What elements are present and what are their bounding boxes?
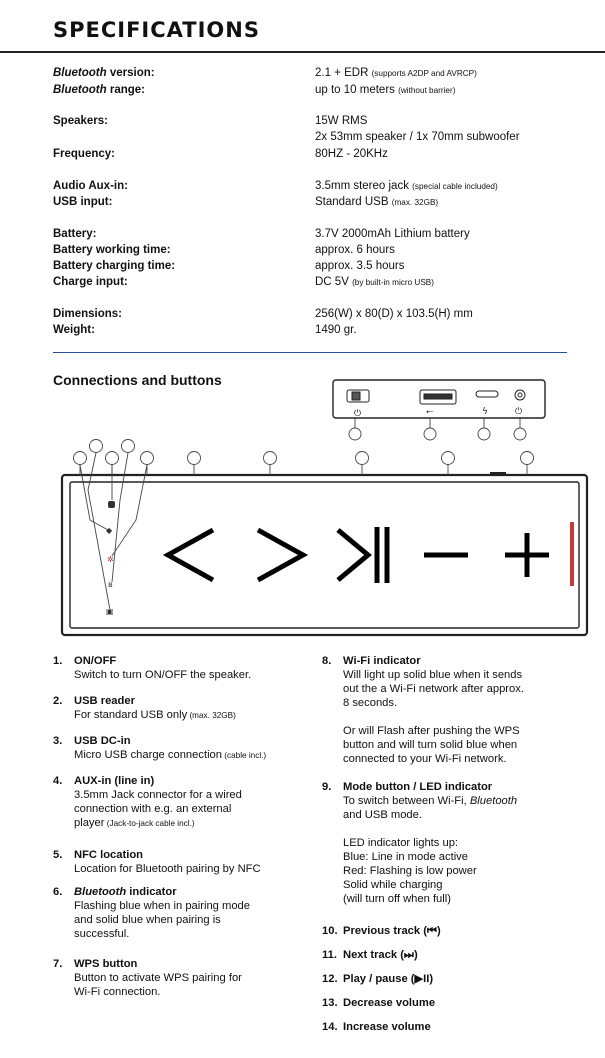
spec-value-text: 3.7V 2000mAh Lithium battery (315, 228, 470, 240)
legend-heading-text: WPS button (74, 958, 138, 970)
legend-line (74, 985, 242, 999)
spec-value-text: Standard USB (315, 196, 392, 208)
legend-heading (74, 848, 261, 862)
legend-heading-text: Play / pause (▶II) (343, 973, 434, 985)
legend-line (343, 850, 517, 864)
legend-body (343, 924, 441, 938)
spec-value (315, 227, 605, 242)
legend-line (343, 794, 517, 808)
spec-value (315, 114, 605, 129)
spec-value-text: 3.5mm stereo jack (315, 180, 413, 192)
legend-line (74, 816, 242, 831)
svg-text:ʙ: ʙ (108, 580, 113, 589)
legend-body (74, 694, 236, 723)
spec-label-text: range: (106, 84, 145, 96)
spec-row (53, 307, 593, 322)
legend-line-text: Solid while charging (343, 879, 443, 891)
spec-value (315, 147, 605, 162)
legend-body (343, 654, 524, 766)
legend-line-text: successful. (74, 928, 130, 940)
legend-heading-text: USB reader (74, 695, 135, 707)
legend-line-text: out the a Wi-Fi network after approx. (343, 683, 524, 695)
legend-body (74, 774, 242, 831)
title-rule (0, 51, 605, 53)
legend-number: 12. (322, 973, 338, 985)
legend-line-text: connection with e.g. an external (74, 803, 232, 815)
spec-row (53, 323, 593, 338)
spec-label-text: Battery working time: (53, 244, 171, 256)
legend-line (343, 696, 524, 710)
spec-value (315, 83, 605, 98)
legend-number: 14. (322, 1021, 338, 1033)
legend-line-text: Location for Bluetooth pairing by NFC (74, 863, 261, 875)
spec-label (53, 83, 293, 98)
spec-value (315, 323, 605, 338)
spec-label (53, 66, 293, 81)
legend-line (343, 878, 517, 892)
spec-row (53, 179, 593, 194)
legend-line-text: 8 seconds. (343, 697, 398, 709)
spec-label-text: Charge input: (53, 276, 128, 288)
legend-line (343, 738, 524, 752)
spec-label-text: Frequency: (53, 148, 115, 160)
legend-line (74, 708, 236, 723)
svg-text:⏻: ⏻ (515, 407, 523, 417)
legend-heading (74, 957, 242, 971)
legend-heading-text: Increase volume (343, 1021, 431, 1033)
spec-value-note: (supports A2DP and AVRCP) (371, 69, 477, 78)
spec-label-text: Dimensions: (53, 308, 123, 320)
spec-label (53, 243, 293, 258)
legend-line (74, 971, 242, 985)
legend-body (343, 780, 517, 906)
legend-body (74, 734, 266, 763)
spec-value-text: 256(W) x 80(D) x 103.5(H) mm (315, 308, 473, 320)
legend-body (343, 996, 435, 1010)
legend-line-text: Or will Flash after pushing the WPS (343, 725, 520, 737)
spec-value-text: 2x 53mm speaker / 1x 70mm subwoofer (315, 131, 520, 143)
spec-value (315, 130, 605, 145)
legend-heading (343, 780, 517, 794)
legend-line-text: Micro USB charge connection (74, 749, 222, 761)
legend-heading (74, 774, 242, 788)
legend-line-note: (Jack-to-jack cable incl.) (104, 819, 195, 828)
legend-line-text: and USB mode. (343, 809, 422, 821)
legend-body (74, 848, 261, 876)
legend-line (74, 913, 250, 927)
legend-body (343, 1020, 431, 1034)
legend-line (343, 808, 517, 822)
legend-line (343, 836, 517, 850)
section-divider (53, 352, 567, 353)
legend-heading (343, 996, 435, 1010)
spec-value-text: 80HZ - 20KHz (315, 148, 388, 160)
spec-value (315, 259, 605, 274)
spec-label-text: Speakers: (53, 115, 108, 127)
legend-line-text: Flashing blue when in pairing mode (74, 900, 251, 912)
legend-line (343, 668, 524, 682)
legend-heading-text: Next track (⏭) (343, 949, 418, 961)
spec-value-text: 1490 gr. (315, 324, 357, 336)
legend-number: 13. (322, 997, 338, 1009)
spec-row (53, 275, 593, 290)
legend-line-text: Will light up solid blue when it sends (343, 669, 523, 681)
legend-line-text: Wi-Fi connection. (74, 986, 161, 998)
legend-line (343, 892, 517, 906)
spec-label-brand: Bluetooth (53, 84, 107, 96)
legend-number: 6. (53, 886, 63, 898)
legend-line (343, 710, 524, 724)
spec-value-text: 15W RMS (315, 115, 368, 127)
spec-row (53, 227, 593, 242)
spec-value-text: DC 5V (315, 276, 353, 288)
spec-row (53, 259, 593, 274)
spec-value-text: approx. 6 hours (315, 244, 395, 256)
legend-heading (343, 1020, 431, 1034)
legend-line (343, 724, 524, 738)
legend-heading (74, 654, 251, 668)
spec-row (53, 114, 593, 129)
legend-heading-text: USB DC-in (74, 735, 131, 747)
spec-label-brand: Bluetooth (53, 67, 107, 79)
svg-text:◆: ◆ (106, 526, 113, 535)
spec-label-text: version: (106, 67, 155, 79)
spec-row (53, 147, 593, 162)
spec-label-text: Audio Aux-in: (53, 180, 128, 192)
legend-line (74, 862, 261, 876)
legend-number: 4. (53, 775, 63, 787)
legend-line-note: (cable incl.) (222, 751, 267, 760)
legend-line (343, 864, 517, 878)
spec-label-text: Battery: (53, 228, 97, 240)
legend-line-text: Blue: Line in mode active (343, 851, 469, 863)
spec-value (315, 307, 605, 322)
legend-heading-text: Decrease volume (343, 997, 436, 1009)
spec-row (53, 195, 593, 210)
legend-line-text: 3.5mm Jack connector for a wired (74, 789, 242, 801)
legend-line (343, 682, 524, 696)
legend-line (74, 748, 266, 763)
spec-label (53, 307, 293, 322)
speaker-diagram (0, 370, 605, 650)
legend-line-text: LED indicator lights up: (343, 837, 459, 849)
legend-heading-text: ON/OFF (74, 655, 117, 667)
legend-line-text: button and will turn solid blue when (343, 739, 518, 751)
spec-label (53, 147, 293, 162)
legend-heading (343, 924, 441, 938)
legend-body (343, 948, 418, 962)
spec-label (53, 259, 293, 274)
svg-text:⭠: ⭠ (426, 407, 434, 417)
spec-label (53, 114, 293, 129)
legend-line-text: and solid blue when pairing is (74, 914, 221, 926)
legend-number: 7. (53, 958, 63, 970)
legend-heading (343, 654, 524, 668)
spec-row (53, 83, 593, 98)
legend-number: 1. (53, 655, 63, 667)
legend-line-text: (will turn off when full) (343, 893, 451, 905)
section-title: Connections and buttons (53, 372, 222, 388)
svg-text:✲: ✲ (107, 555, 114, 564)
svg-text:⏻: ⏻ (354, 409, 362, 419)
legend-line-text: Switch to turn ON/OFF the speaker. (74, 669, 252, 681)
spec-value-note: (max. 32GB) (391, 198, 439, 207)
spec-label (53, 195, 293, 210)
svg-text:ϟ: ϟ (482, 407, 488, 417)
spec-value-note: (by built-in micro USB) (352, 278, 434, 287)
legend-line-brand: Bluetooth (469, 795, 518, 807)
spec-value-text: approx. 3.5 hours (315, 260, 405, 272)
legend-line (74, 668, 251, 682)
spec-value-note: (special cable included) (412, 182, 498, 191)
spec-label (53, 275, 293, 290)
legend-body (74, 885, 250, 941)
spec-label (53, 179, 293, 194)
legend-number: 9. (322, 781, 332, 793)
legend-heading (74, 885, 250, 899)
svg-text:▣: ▣ (106, 607, 114, 616)
spec-row (53, 243, 593, 258)
spec-value (315, 179, 605, 194)
legend-number: 11. (322, 949, 337, 961)
spec-value (315, 275, 605, 290)
legend-line-text: player (74, 817, 105, 829)
legend-heading (343, 948, 418, 962)
spec-value-note: (without barrier) (398, 86, 456, 95)
page-title: SPECIFICATIONS (53, 18, 260, 42)
legend-body (343, 972, 433, 986)
legend-heading-text: NFC location (74, 849, 143, 861)
spec-row (53, 130, 593, 145)
legend-heading (343, 972, 433, 986)
legend-heading-text: AUX-in (line in) (74, 775, 155, 787)
top-panel (333, 380, 545, 419)
legend-body (74, 957, 242, 999)
legend-line-text: To switch between Wi-Fi, (343, 795, 470, 807)
legend-heading-text: indicator (126, 886, 177, 898)
spec-value (315, 195, 605, 210)
spec-value (315, 243, 605, 258)
legend-heading-brand: Bluetooth (74, 886, 127, 898)
spec-label-text: USB input: (53, 196, 113, 208)
spec-label (53, 227, 293, 242)
legend-line (343, 822, 517, 836)
legend-heading-text: Mode button / LED indicator (343, 781, 493, 793)
legend-number: 5. (53, 849, 63, 861)
legend-line-text: connected to your Wi-Fi network. (343, 753, 507, 765)
spec-label-text: Weight: (53, 324, 95, 336)
legend-line (74, 788, 242, 802)
legend-line (74, 899, 250, 913)
legend-body (74, 654, 251, 682)
legend-number: 3. (53, 735, 63, 747)
legend-number: 8. (322, 655, 332, 667)
spec-value-text: 2.1 + EDR (315, 67, 372, 79)
legend-line (74, 927, 250, 941)
legend-number: 10. (322, 925, 338, 937)
legend-line (343, 752, 524, 766)
spec-value (315, 66, 605, 81)
legend-heading-text: Previous track (⏮) (343, 925, 441, 937)
legend-number: 2. (53, 695, 63, 707)
spec-label (53, 323, 293, 338)
legend-heading-text: Wi-Fi indicator (343, 655, 421, 667)
legend-line-note: (max. 32GB) (187, 711, 236, 720)
legend-line-text: Red: Flashing is low power (343, 865, 477, 877)
legend-heading (74, 694, 236, 708)
legend-line-text: Button to activate WPS pairing for (74, 972, 242, 984)
legend-heading (74, 734, 266, 748)
legend-line (74, 802, 242, 816)
spec-value-text: up to 10 meters (315, 84, 399, 96)
spec-label-text: Battery charging time: (53, 260, 176, 272)
spec-row (53, 66, 593, 81)
legend-line-text: For standard USB only (74, 709, 188, 721)
